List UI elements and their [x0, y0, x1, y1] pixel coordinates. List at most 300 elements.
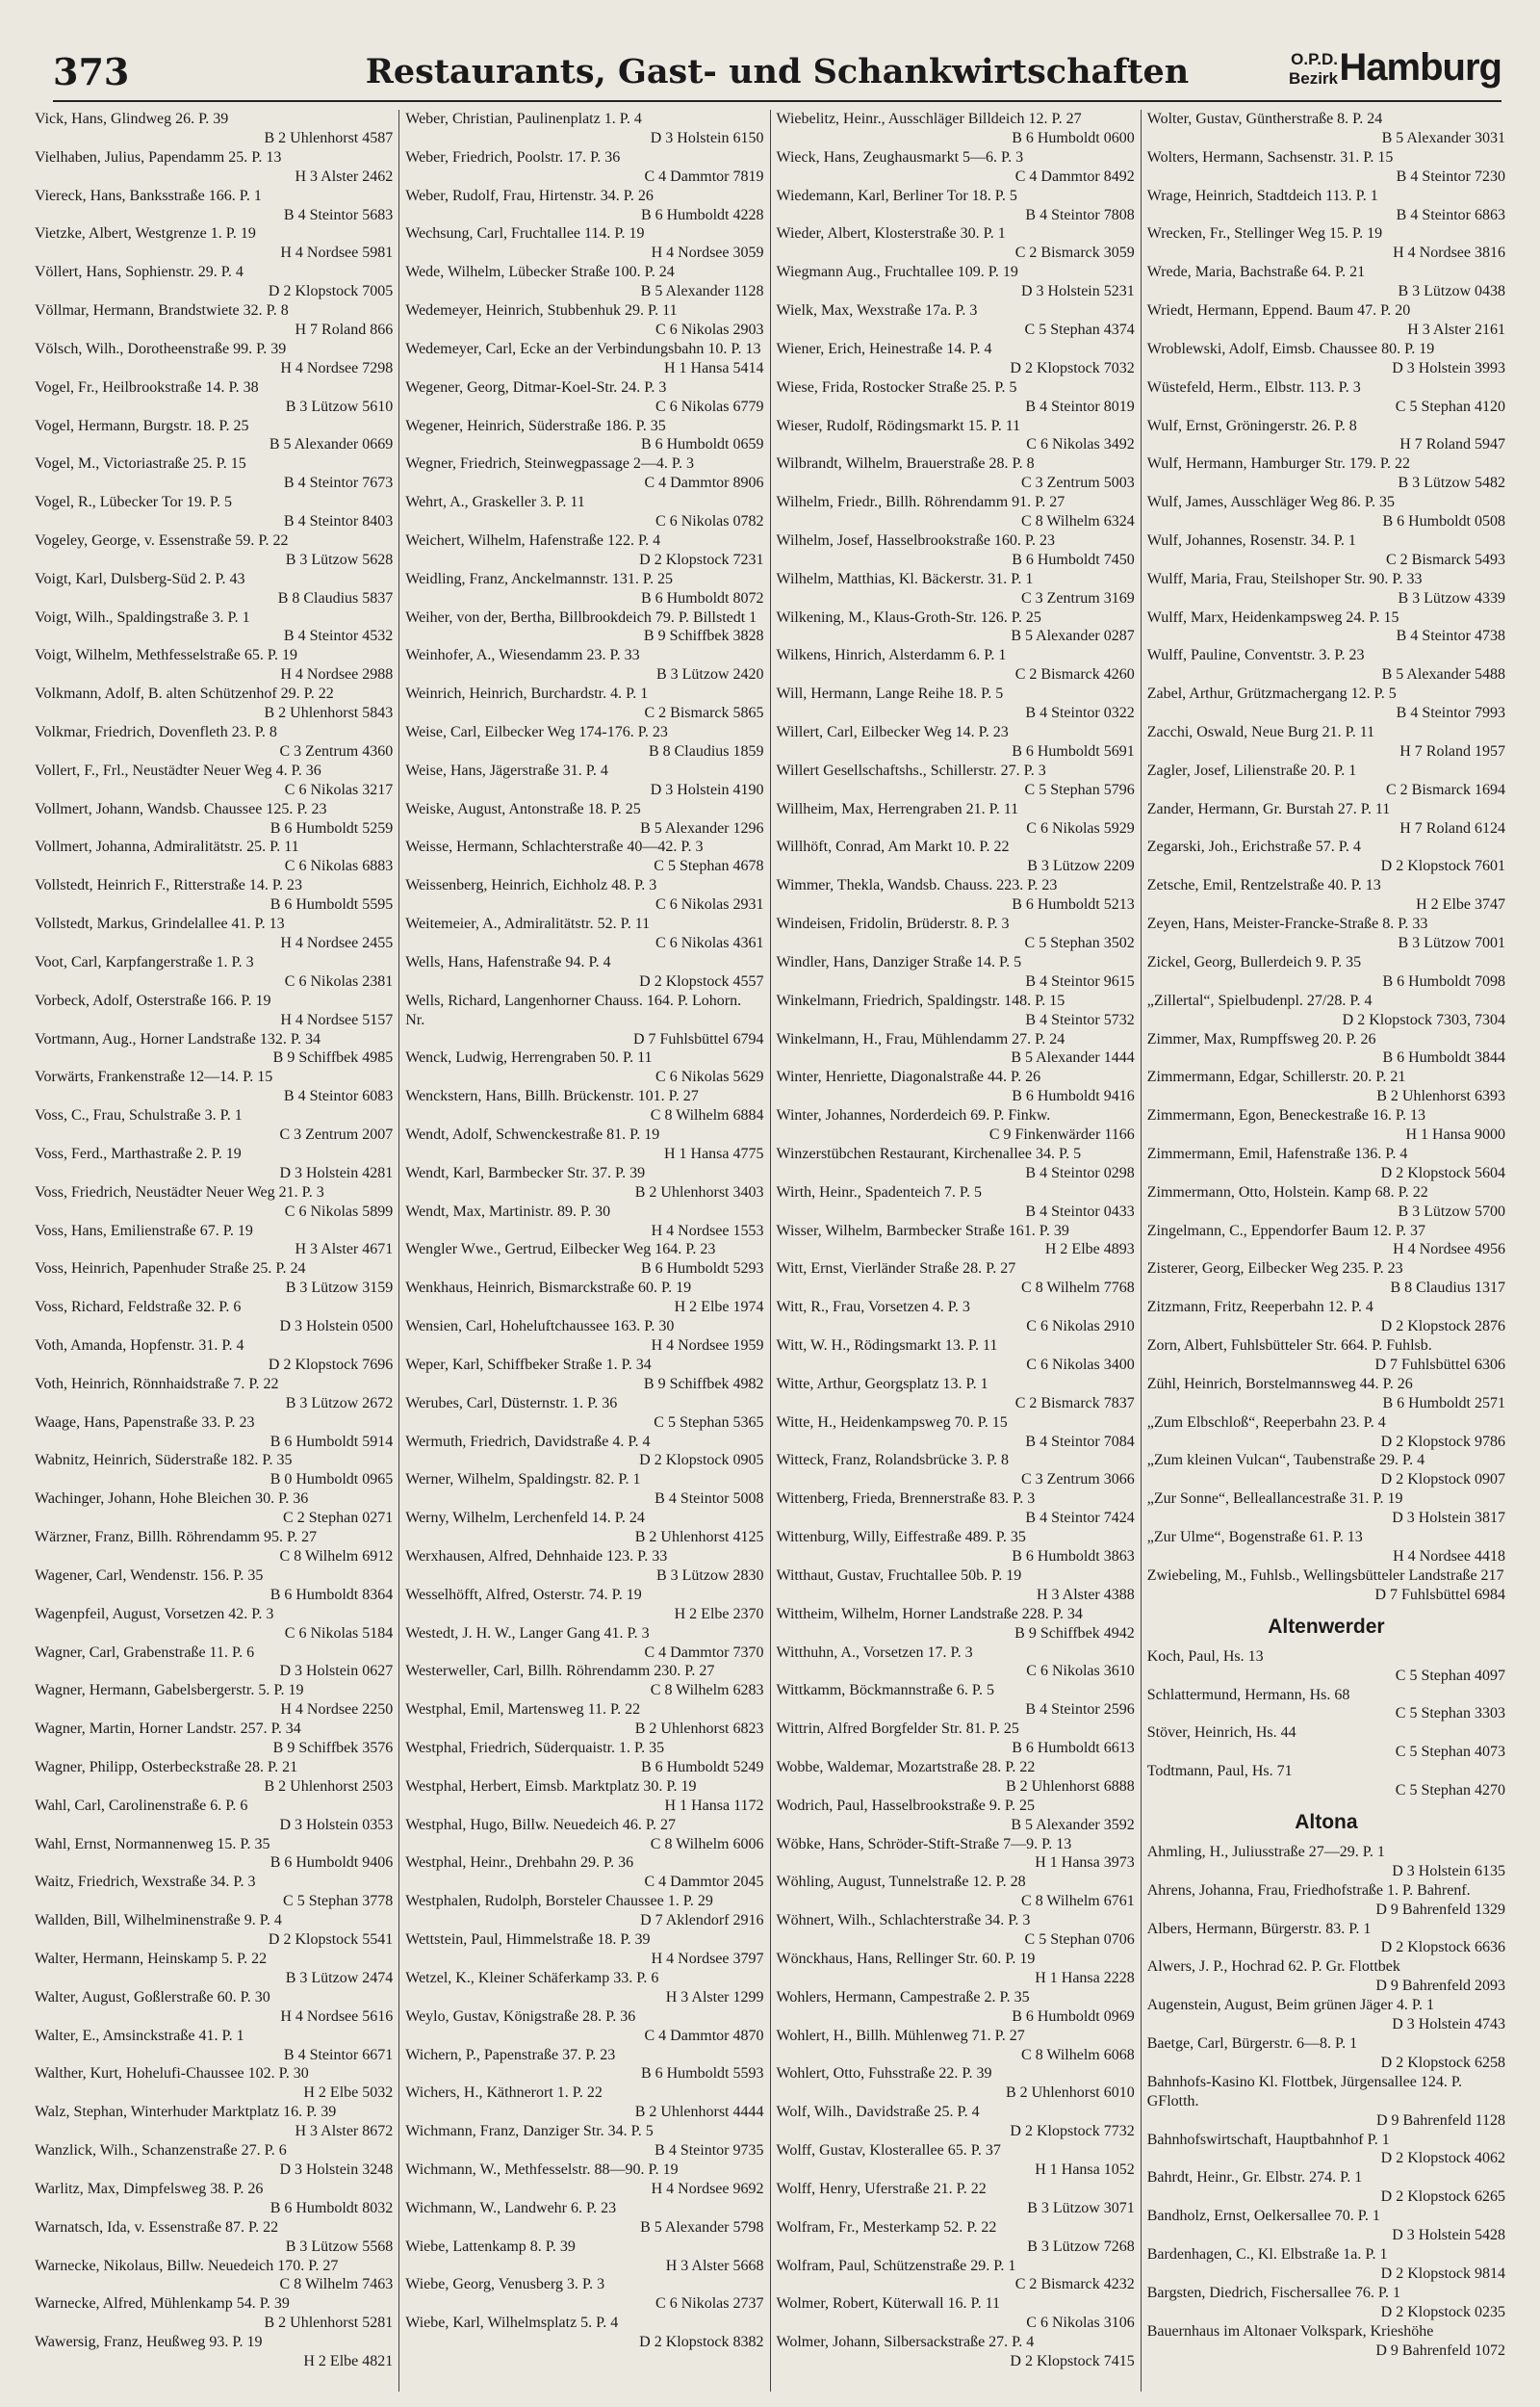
directory-columns — [29, 110, 1511, 2392]
entry-phone: C 6 Nikolas 3217 — [284, 781, 394, 798]
entry-phone: B 9 Schiffbek 3576 — [272, 1740, 394, 1757]
entry-text: Waage, Hans, Papenstraße 33. P. 23 — [35, 1413, 255, 1431]
entry-phone: B 4 Steintor 7993 — [1396, 705, 1505, 722]
entry-text: Vortmann, Aug., Horner Landstraße 132. P. 34 — [35, 1030, 321, 1048]
directory-entry — [777, 1873, 1135, 1911]
entry-phone: H 2 Elbe 1974 — [674, 1299, 764, 1316]
entry-text: Voth, Heinrich, Rönnhaidstraße 7. P. 22 — [35, 1375, 279, 1392]
entry-phone: D 7 Fuhlsbüttel 6794 — [632, 1030, 764, 1048]
entry-phone: C 6 Nikolas 2931 — [655, 896, 764, 914]
entry-phone: D 2 Klopstock 6258 — [1380, 2054, 1505, 2071]
entry-text: Wichmann, Franz, Danziger Str. 34. P. 5 — [405, 2123, 654, 2140]
directory-entry — [405, 110, 763, 148]
directory-entry — [35, 1528, 393, 1566]
entry-text: Wittheim, Wilhelm, Horner Landstraße 228. P. 34 — [776, 1605, 1083, 1622]
entry-phone: D 7 Fuhlsbüttel 6984 — [1374, 1586, 1505, 1603]
directory-entry — [405, 2161, 763, 2199]
entry-phone: B 5 Alexander 3592 — [1011, 1816, 1135, 1833]
entry-text: Zisterer, Georg, Eilbecker Weg 235. P. 23 — [1146, 1260, 1403, 1278]
entry-phone: C 2 Stephan 0271 — [283, 1510, 394, 1527]
entry-phone: C 5 Stephan 5365 — [654, 1413, 764, 1431]
entry-text: Wilhelm, Matthias, Kl. Bäckerstr. 31. P. 1 — [776, 570, 1034, 587]
directory-entry — [1147, 378, 1505, 417]
directory-entry — [1147, 2284, 1505, 2322]
directory-entry — [777, 1259, 1135, 1298]
directory-entry — [35, 417, 393, 455]
directory-entry — [35, 2027, 393, 2065]
entry-phone: C 5 Stephan 4097 — [1395, 1667, 1505, 1684]
entry-text: Weidling, Franz, Anckelmannstr. 131. P. 25 — [405, 570, 674, 587]
directory-entry — [1147, 2322, 1505, 2361]
entry-text: Wolf, Wilh., Davidstraße 25. P. 4 — [776, 2104, 980, 2121]
entry-text: „Zum kleinen Vulcan“, Taubenstraße 29. P. 4 — [1146, 1452, 1425, 1469]
entry-text: Willhöft, Conrad, Am Markt 10. P. 22 — [776, 839, 1010, 856]
directory-entry — [405, 2275, 763, 2314]
entry-phone: B 5 Alexander 0669 — [269, 436, 394, 453]
entry-phone: B 6 Humboldt 2571 — [1382, 1394, 1505, 1411]
entry-text: Wiese, Frida, Rostocker Straße 25. P. 5 — [776, 378, 1017, 396]
entry-text: Vollmert, Johanna, Admiralitätstr. 25. P. 11 — [35, 839, 299, 856]
directory-entry — [405, 493, 763, 531]
entry-phone: D 2 Klopstock 5604 — [1380, 1164, 1505, 1181]
directory-entry — [777, 417, 1135, 455]
entry-text: Baetge, Carl, Bürgerstr. 6—8. P. 1 — [1146, 2035, 1358, 2052]
entry-phone: D 2 Klopstock 2876 — [1380, 1318, 1505, 1335]
entry-phone: C 2 Bismarck 7837 — [1014, 1394, 1135, 1411]
entry-phone: C 6 Nikolas 2737 — [655, 2295, 764, 2313]
directory-entry — [405, 531, 763, 570]
directory-entry — [1147, 1068, 1505, 1106]
entry-phone: H 4 Nordsee 7298 — [280, 359, 394, 376]
entry-text: Westphal, Hugo, Billw. Neuedeich 46. P. 27 — [405, 1816, 676, 1833]
entry-text: Wiebelitz, Heinr., Ausschläger Billdeich 12. P. 27 — [776, 111, 1082, 127]
directory-column-1 — [29, 110, 398, 2392]
entry-phone: H 3 Alster 4388 — [1036, 1586, 1135, 1603]
entry-phone: B 6 Humboldt 5914 — [270, 1433, 394, 1450]
entry-phone: B 2 Uhlenhorst 4444 — [634, 2104, 764, 2121]
entry-phone: C 4 Dammtor 8492 — [1014, 168, 1135, 185]
entry-text: Wabnitz, Heinrich, Süderstraße 182. P. 35 — [35, 1452, 293, 1469]
directory-entry — [35, 148, 393, 187]
entry-text: Wobbe, Waldemar, Mozartstraße 28. P. 22 — [776, 1758, 1036, 1775]
entry-phone: H 1 Hansa 9000 — [1405, 1126, 1505, 1144]
directory-entry — [405, 1853, 763, 1892]
entry-phone: B 4 Steintor 2596 — [1025, 1701, 1135, 1719]
entry-text: Weiske, August, Antonstraße 18. P. 25 — [405, 800, 641, 817]
entry-phone: H 3 Alster 5668 — [665, 2257, 764, 2274]
directory-entry — [405, 1394, 763, 1433]
entry-phone: B 3 Lützow 2474 — [285, 1969, 394, 1986]
directory-entry — [35, 2333, 393, 2371]
directory-entry — [405, 417, 763, 455]
directory-entry — [1147, 340, 1505, 378]
directory-entry — [1147, 992, 1505, 1030]
directory-entry — [1147, 1566, 1505, 1605]
entry-phone: H 3 Alster 8672 — [295, 2123, 394, 2140]
directory-entry — [35, 224, 393, 263]
entry-phone: B 6 Humboldt 0659 — [640, 436, 764, 453]
entry-phone: H 7 Roland 6124 — [1399, 819, 1505, 837]
entry-phone: D 9 Bahrenfeld 1128 — [1375, 2111, 1505, 2129]
entry-phone: C 5 Stephan 4374 — [1024, 321, 1135, 338]
entry-phone: C 5 Stephan 3303 — [1395, 1705, 1505, 1722]
directory-entry — [35, 1681, 393, 1720]
directory-entry — [35, 531, 393, 570]
entry-text: Vollstedt, Markus, Grindelallee 41. P. 13 — [35, 916, 285, 933]
entry-text: Weiher, von der, Bertha, Billbrookdeich 79. P. Billstedt 1 — [405, 608, 757, 626]
page-header — [53, 46, 1502, 104]
entry-text: Vollstedt, Heinrich F., Ritterstraße 14. P. 23 — [35, 877, 302, 894]
entry-phone: C 6 Nikolas 5184 — [284, 1624, 394, 1642]
entry-text: Windler, Hans, Danziger Straße 14. P. 5 — [776, 953, 1022, 971]
directory-entry — [777, 340, 1135, 378]
entry-phone: C 8 Wilhelm 6884 — [650, 1107, 764, 1125]
directory-entry — [405, 762, 763, 800]
directory-entry — [405, 1816, 763, 1854]
directory-entry — [1147, 915, 1505, 953]
entry-text: Willert Gesellschaftshs., Schillerstr. 27. P. 3 — [776, 762, 1046, 779]
directory-entry — [1147, 1298, 1505, 1336]
directory-entry — [777, 1183, 1135, 1222]
entry-text: Zeyen, Hans, Meister-Francke-Straße 8. P. 33 — [1146, 916, 1428, 933]
directory-entry — [35, 1720, 393, 1758]
directory-entry — [405, 1739, 763, 1777]
entry-text: Wolmer, Robert, Küterwall 16. P. 11 — [776, 2295, 1001, 2313]
directory-entry — [777, 570, 1135, 608]
directory-entry — [405, 1433, 763, 1471]
entry-phone: B 3 Lützow 3071 — [1027, 2199, 1135, 2216]
entry-text: Wieck, Hans, Zeughausmarkt 5—6. P. 3 — [776, 148, 1024, 166]
entry-text: Werny, Wilhelm, Lerchenfeld 14. P. 24 — [405, 1510, 645, 1527]
entry-text: Voth, Amanda, Hopfenstr. 31. P. 4 — [35, 1337, 244, 1354]
entry-text: Wedemeyer, Carl, Ecke an der Verbindungsbahn 10. P. 13 — [405, 340, 761, 357]
directory-entry — [777, 1911, 1135, 1950]
directory-entry — [777, 1528, 1135, 1566]
entry-phone: C 6 Nikolas 5899 — [284, 1203, 394, 1220]
entry-text: Wiebe, Karl, Wilhelmsplatz 5. P. 4 — [405, 2315, 619, 2332]
directory-entry — [777, 1298, 1135, 1336]
entry-text: Weber, Friedrich, Poolstr. 17. P. 36 — [405, 148, 621, 166]
entry-phone: D 3 Holstein 4190 — [650, 781, 764, 798]
entry-phone: C 6 Nikolas 6883 — [284, 858, 394, 875]
entry-text: Vorwärts, Frankenstraße 12—14. P. 15 — [35, 1069, 273, 1086]
entry-phone: B 8 Claudius 5837 — [277, 589, 394, 607]
entry-phone: B 4 Steintor 9735 — [654, 2142, 764, 2160]
entry-text: Todtmann, Paul, Hs. 71 — [1146, 1763, 1293, 1780]
directory-entry — [405, 340, 763, 378]
entry-phone: B 9 Schiffbek 4982 — [643, 1375, 764, 1392]
entry-text: Westphalen, Rudolph, Borsteler Chaussee 1. P. 29 — [405, 1893, 713, 1910]
directory-entry — [35, 2141, 393, 2180]
directory-entry — [777, 876, 1135, 915]
entry-phone: H 4 Nordsee 2250 — [280, 1701, 394, 1719]
entry-text: Weylo, Gustav, Königstraße 28. P. 36 — [405, 2007, 636, 2025]
entry-text: Wehrt, A., Graskeller 3. P. 11 — [405, 494, 585, 511]
directory-entry — [35, 838, 393, 876]
entry-text: Westphal, Herbert, Eimsb. Marktplatz 30. P. 19 — [405, 1777, 697, 1795]
directory-entry — [1147, 685, 1505, 723]
entry-phone: D 2 Klopstock 7601 — [1380, 858, 1505, 875]
entry-phone: C 6 Nikolas 3106 — [1026, 2315, 1135, 2332]
entry-text: Wimmer, Thekla, Wandsb. Chauss. 223. P. 23 — [776, 877, 1058, 894]
entry-text: Winter, Henriette, Diagonalstraße 44. P. 26 — [776, 1069, 1041, 1086]
directory-entry — [35, 953, 393, 992]
entry-phone: D 2 Klopstock 9814 — [1380, 2265, 1505, 2282]
directory-entry — [35, 2103, 393, 2141]
entry-text: Werxhausen, Alfred, Dehnhaide 123. P. 33 — [405, 1547, 668, 1565]
entry-phone: B 2 Uhlenhorst 6888 — [1005, 1777, 1135, 1795]
entry-phone: D 2 Klopstock 4557 — [639, 972, 764, 990]
entry-phone: H 4 Nordsee 4418 — [1393, 1547, 1505, 1565]
entry-phone: B 2 Uhlenhorst 6393 — [1376, 1088, 1505, 1105]
entry-text: Zingelmann, C., Eppendorfer Baum 12. P. 37 — [1146, 1222, 1426, 1239]
directory-column-2 — [398, 110, 769, 2392]
entry-phone: C 8 Wilhelm 7463 — [279, 2276, 394, 2293]
entry-text: Weisse, Hermann, Schlachterstraße 40—42. P. 3 — [405, 839, 704, 856]
directory-entry — [777, 1835, 1135, 1874]
entry-phone: D 2 Klopstock 7032 — [1010, 359, 1135, 376]
entry-phone: B 2 Uhlenhorst 4587 — [264, 129, 394, 146]
entry-phone: C 4 Dammtor 4870 — [644, 2027, 764, 2044]
entry-phone: C 8 Wilhelm 6912 — [279, 1547, 394, 1565]
entry-phone: C 2 Bismarck 4260 — [1014, 666, 1135, 684]
directory-entry — [777, 1720, 1135, 1758]
directory-entry — [405, 1547, 763, 1586]
entry-text: Wagener, Carl, Wendenstr. 156. P. 35 — [35, 1566, 264, 1584]
directory-entry — [405, 148, 763, 187]
directory-entry — [1147, 800, 1505, 839]
entry-phone: B 3 Lützow 4339 — [1398, 589, 1505, 607]
directory-entry — [405, 2122, 763, 2161]
directory-entry — [35, 263, 393, 301]
directory-entry — [35, 2064, 393, 2103]
directory-entry — [1147, 1881, 1505, 1920]
directory-entry — [35, 685, 393, 723]
entry-text: Vogeley, George, v. Essenstraße 59. P. 22 — [35, 531, 289, 549]
directory-entry — [777, 608, 1135, 647]
directory-entry — [777, 800, 1135, 839]
entry-phone: C 6 Nikolas 6779 — [655, 398, 764, 415]
entry-phone: D 3 Holstein 4281 — [279, 1164, 394, 1181]
directory-entry — [35, 1183, 393, 1222]
entry-phone: H 4 Nordsee 5157 — [280, 1011, 394, 1028]
entry-text: Willert, Carl, Eilbecker Weg 14. P. 23 — [776, 724, 1009, 740]
entry-phone: H 1 Hansa 3973 — [1035, 1854, 1135, 1872]
entry-text: Weitemeier, A., Admiralitätstr. 52. P. 11 — [405, 916, 651, 933]
directory-entry — [35, 454, 393, 493]
directory-entry — [777, 148, 1135, 187]
entry-text: Ahmling, H., Juliusstraße 27—29. P. 1 — [1146, 1843, 1385, 1860]
entry-text: Zitzmann, Fritz, Reeperbahn 12. P. 4 — [1146, 1299, 1373, 1316]
entry-phone: B 9 Schiffbek 4985 — [272, 1049, 394, 1067]
entry-phone: B 4 Steintor 8019 — [1025, 398, 1135, 415]
directory-entry — [1147, 1843, 1505, 1881]
directory-entry — [35, 1873, 393, 1911]
entry-text: Zabel, Arthur, Grützmachergang 12. P. 5 — [1146, 686, 1397, 703]
entry-text: „Zur Sonne“, Belleallancestraße 31. P. 19 — [1146, 1490, 1403, 1508]
entry-phone: B 2 Uhlenhorst 5843 — [264, 705, 394, 722]
entry-text: Wettstein, Paul, Himmelstraße 18. P. 39 — [405, 1931, 651, 1949]
entry-text: Wulf, James, Ausschläger Weg 86. P. 35 — [1146, 494, 1396, 511]
entry-text: „Zum Elbschloß“, Reeperbahn 23. P. 4 — [1146, 1413, 1386, 1431]
directory-entry — [777, 187, 1135, 225]
entry-text: Weinrich, Heinrich, Burchardstr. 4. P. 1 — [405, 686, 649, 703]
entry-text: Westphal, Heinr., Drehbahn 29. P. 36 — [405, 1854, 634, 1872]
directory-entry — [405, 876, 763, 915]
directory-entry — [405, 1470, 763, 1509]
entry-phone: H 3 Alster 2161 — [1407, 321, 1505, 338]
directory-entry — [777, 646, 1135, 685]
entry-text: Wielk, Max, Wexstraße 17a. P. 3 — [776, 302, 978, 320]
entry-text: Vietzke, Albert, Westgrenze 1. P. 19 — [35, 225, 256, 243]
entry-text: Wilhelm, Josef, Hasselbrookstraße 160. P. 23 — [776, 531, 1056, 549]
entry-text: Völlert, Hans, Sophienstr. 29. P. 4 — [35, 264, 244, 281]
directory-entry — [1147, 493, 1505, 531]
directory-entry — [405, 1586, 763, 1624]
entry-phone: B 6 Humboldt 5595 — [270, 896, 394, 914]
directory-entry — [1147, 1259, 1505, 1298]
directory-entry — [405, 1892, 763, 1930]
entry-text: Voss, Heinrich, Papenhuder Straße 25. P. 24 — [35, 1260, 306, 1278]
entry-phone: B 3 Lützow 5610 — [285, 398, 394, 415]
directory-entry — [405, 2007, 763, 2046]
entry-text: Witthuhn, A., Vorsetzen 17. P. 3 — [776, 1643, 973, 1661]
directory-entry — [35, 723, 393, 762]
directory-entry — [35, 1030, 393, 1069]
entry-text: Wöhling, August, Tunnelstraße 12. P. 28 — [776, 1874, 1026, 1891]
directory-entry — [35, 2257, 393, 2295]
entry-text: Will, Hermann, Lange Reihe 18. P. 5 — [776, 686, 1004, 703]
directory-entry — [777, 1605, 1135, 1643]
entry-phone: B 6 Humboldt 3863 — [1012, 1547, 1135, 1565]
entry-text: Voss, Friedrich, Neustädter Neuer Weg 21. P. 3 — [35, 1183, 324, 1201]
entry-phone: D 9 Bahrenfeld 1329 — [1375, 1901, 1505, 1918]
directory-entry — [777, 301, 1135, 340]
entry-text: Weichert, Wilhelm, Hafenstraße 122. P. 4 — [405, 531, 661, 549]
entry-text: Wittenburg, Willy, Eiffestraße 489. P. 35 — [776, 1529, 1026, 1546]
directory-entry — [1147, 1222, 1505, 1260]
directory-entry — [777, 2064, 1135, 2103]
entry-text: Wesselhöfft, Alfred, Osterstr. 74. P. 19 — [405, 1586, 642, 1603]
directory-column-3 — [770, 110, 1141, 2392]
entry-text: Bandholz, Ernst, Oelkersallee 70. P. 1 — [1146, 2208, 1380, 2225]
directory-entry — [1147, 838, 1505, 876]
entry-phone: H 4 Nordsee 3816 — [1393, 245, 1505, 262]
entry-text: Wärzner, Franz, Billh. Röhrendamm 95. P. 27 — [35, 1529, 318, 1546]
entry-phone: D 2 Klopstock 0907 — [1380, 1471, 1505, 1488]
entry-text: Wichers, H., Käthnerort 1. P. 22 — [405, 2084, 603, 2102]
directory-entry — [777, 531, 1135, 570]
entry-text: Werner, Wilhelm, Spaldingstr. 82. P. 1 — [405, 1471, 641, 1488]
entry-phone: B 4 Steintor 7808 — [1025, 206, 1135, 223]
directory-entry — [35, 1605, 393, 1643]
entry-text: Koch, Paul, Hs. 13 — [1146, 1647, 1264, 1665]
entry-text: Westphal, Emil, Martensweg 11. P. 22 — [405, 1701, 641, 1719]
entry-text: Wells, Hans, Hafenstraße 94. P. 4 — [405, 953, 611, 971]
entry-phone: C 5 Stephan 5796 — [1024, 781, 1135, 798]
entry-phone: H 1 Hansa 5414 — [663, 359, 764, 376]
directory-entry — [35, 1222, 393, 1260]
entry-text: Wittenberg, Frieda, Brennerstraße 83. P. 3 — [776, 1490, 1036, 1508]
entry-text: Voss, C., Frau, Schulstraße 3. P. 1 — [35, 1107, 243, 1125]
directory-entry — [35, 1451, 393, 1489]
directory-entry — [35, 301, 393, 340]
directory-entry — [35, 762, 393, 800]
entry-phone: C 6 Nikolas 0782 — [655, 513, 764, 531]
directory-entry — [777, 1950, 1135, 1988]
entry-phone: H 1 Hansa 1172 — [664, 1797, 764, 1814]
directory-entry — [35, 1835, 393, 1874]
entry-phone: B 3 Lützow 7268 — [1027, 2238, 1135, 2255]
entry-phone: D 3 Holstein 4743 — [1392, 2016, 1505, 2033]
entry-phone: H 4 Nordsee 1959 — [651, 1337, 764, 1354]
directory-entry — [777, 723, 1135, 762]
entry-text: Voss, Richard, Feldstraße 32. P. 6 — [35, 1299, 242, 1316]
directory-entry — [405, 1509, 763, 1547]
entry-text: Zwiebeling, M., Fuhlsb., Wellingsbütteler Landstraße 217 — [1146, 1566, 1504, 1584]
directory-entry — [777, 1643, 1135, 1682]
entry-phone: D 2 Klopstock 7303, 7304 — [1342, 1011, 1505, 1028]
entry-phone: D 2 Klopstock 7415 — [1010, 2353, 1135, 2370]
entry-text: Vogel, Hermann, Burgstr. 18. P. 25 — [35, 417, 249, 434]
entry-phone: B 5 Alexander 5798 — [640, 2218, 764, 2236]
entry-phone: D 2 Klopstock 9786 — [1380, 1433, 1505, 1450]
entry-phone: C 4 Dammtor 7370 — [644, 1643, 764, 1661]
directory-entry — [405, 1969, 763, 2007]
directory-entry — [777, 685, 1135, 723]
directory-entry — [405, 378, 763, 417]
entry-text: Weber, Rudolf, Frau, Hirtenstr. 34. P. 26 — [405, 187, 654, 204]
entry-phone: C 8 Wilhelm 6283 — [650, 1682, 764, 1699]
entry-text: Wolter, Gustav, Güntherstraße 8. P. 24 — [1146, 111, 1383, 127]
entry-text: Winter, Johannes, Norderdeich 69. P. Finkw. — [776, 1107, 1051, 1125]
directory-entry — [405, 263, 763, 301]
entry-phone: B 3 Lützow 3159 — [285, 1280, 394, 1297]
entry-text: Wüstefeld, Herm., Elbstr. 113. P. 3 — [1146, 378, 1361, 396]
directory-entry — [35, 1145, 393, 1183]
entry-text: Witt, W. H., Rödingsmarkt 13. P. 11 — [776, 1337, 998, 1354]
entry-phone: C 6 Nikolas 3492 — [1026, 436, 1135, 453]
entry-phone: D 2 Klopstock 6636 — [1380, 1939, 1505, 1956]
entry-text: Wolmer, Johann, Silbersackstraße 27. P. 4 — [776, 2334, 1035, 2351]
entry-text: Wulf, Ernst, Gröningerstr. 26. P. 8 — [1146, 417, 1357, 434]
entry-text: Wilkens, Hinrich, Alsterdamm 6. P. 1 — [776, 647, 1007, 664]
entry-text: Wittrin, Alfred Borgfelder Str. 81. P. 25 — [776, 1721, 1019, 1738]
section-heading: Altona — [1295, 1810, 1358, 1833]
entry-phone: C 6 Nikolas 2381 — [284, 972, 394, 990]
directory-entry — [1147, 723, 1505, 762]
district-label-line1: O.P.D. — [1291, 50, 1338, 68]
directory-entry — [405, 685, 763, 723]
entry-phone: B 3 Lützow 7001 — [1398, 934, 1505, 951]
entry-text: Warnecke, Nikolaus, Billw. Neuedeich 170. P. 27 — [35, 2257, 339, 2274]
directory-entry — [1147, 2131, 1505, 2169]
directory-entry — [35, 915, 393, 953]
entry-phone: H 1 Hansa 4775 — [663, 1145, 764, 1162]
directory-entry — [1147, 2073, 1505, 2131]
entry-text: Zimmermann, Emil, Hafenstraße 136. P. 4 — [1146, 1145, 1408, 1162]
directory-entry — [35, 1950, 393, 1988]
directory-entry — [1147, 1106, 1505, 1145]
entry-text: Vogel, M., Victoriastraße 25. P. 15 — [35, 455, 246, 473]
directory-entry — [1147, 2168, 1505, 2207]
entry-text: Wulff, Maria, Frau, Steilshoper Str. 90. P. 33 — [1146, 570, 1423, 587]
entry-phone: D 7 Aklendorf 2916 — [640, 1912, 764, 1929]
entry-phone: D 3 Holstein 6150 — [650, 129, 764, 146]
entry-text: Zühl, Heinrich, Borstelmannsweg 44. P. 26 — [1146, 1375, 1413, 1392]
entry-text: Vollert, F., Frl., Neustädter Neuer Weg 4. P. 36 — [35, 762, 321, 779]
entry-text: Wriedt, Hermann, Eppend. Baum 47. P. 20 — [1146, 302, 1411, 320]
